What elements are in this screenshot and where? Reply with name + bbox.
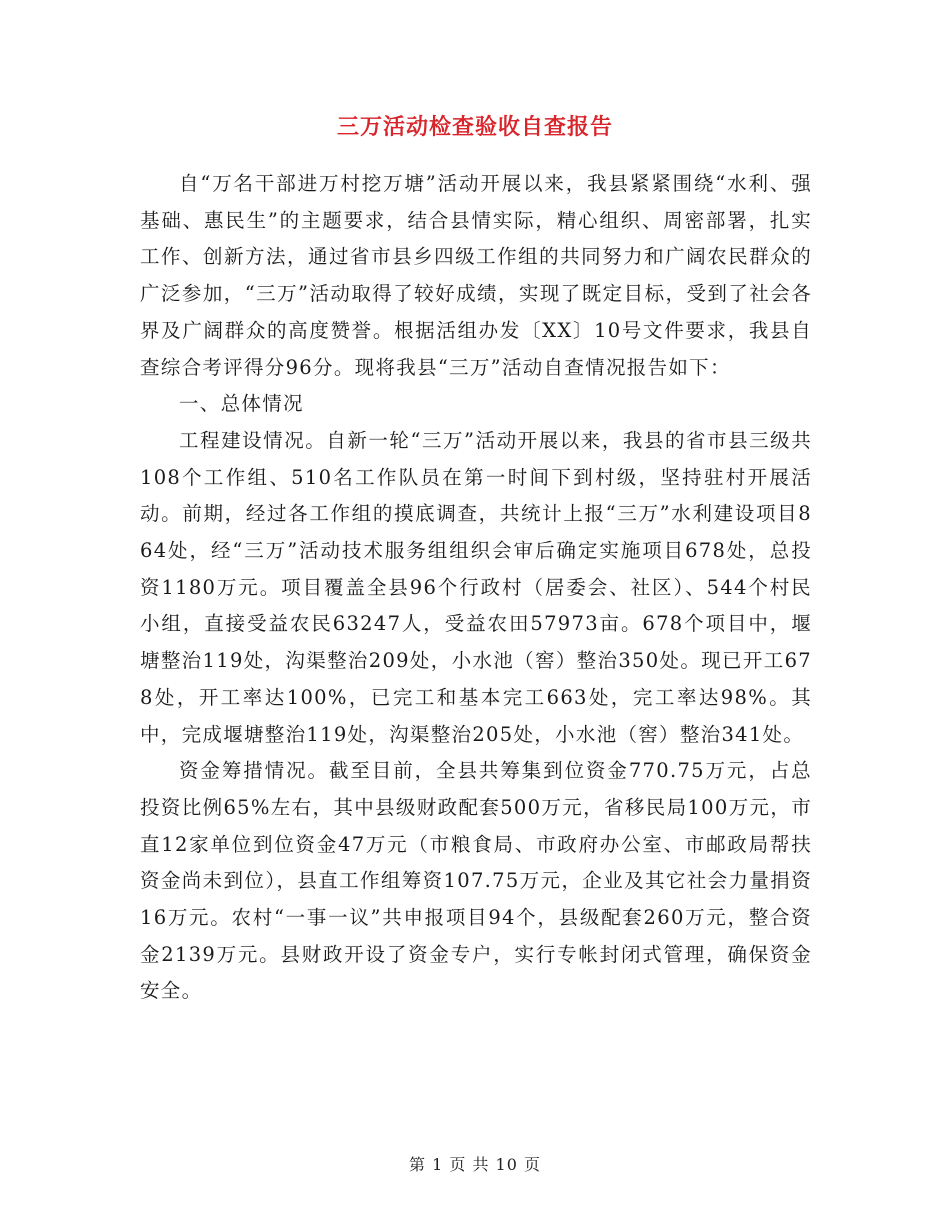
section-heading: 一、总体情况: [179, 392, 304, 416]
intro-paragraph: 自“万名干部进万村挖万塘”活动开展以来，我县紧紧围绕“水利、强基础、惠民生”的主题要求，结合县情实际，精心组织、周密部署，扎实工作、创新方法，通过省市县乡四级工作组的共同努力和广阔农民群众的广泛参加，“三万”活动取得了较好成绩，实现了既定目标，受到了社会各界及广阔群众的高度赞誉。根据活组办发〔XX〕10号文件要求，我县自查综合考评得分96分。现将我县“三万”活动自查情况报告如下：: [140, 172, 812, 379]
funding-paragraph: 资金筹措情况。截至目前，全县共筹集到位资金770.75万元，占总投资比例65%左右，其中县级财政配套500万元，省移民局100万元，市直12家单位到位资金47万元（市粮食局、市政府办公室、市邮政局帮扶资金尚未到位），县直工作组筹资107.75万元，企业及其它社会力量捐资16万元。农村“一事一议”共申报项目94个，县级配套260万元，整合资金2139万元。县财政开设了资金专户，实行专帐封闭式管理，确保资金安全。: [140, 759, 812, 1003]
document-title: 三万活动检查验收自查报告: [336, 114, 613, 140]
page-number-footer: 第 1 页 共 10 页: [409, 1155, 541, 1174]
document-body: [140, 166, 812, 1010]
construction-paragraph: 工程建设情况。自新一轮“三万”活动开展以来，我县的省市县三级共108个工作组、510名工作队员在第一时间下到村级，坚持驻村开展活动。前期，经过各工作组的摸底调查，共统计上报“三万”水利建设项目864处，经“三万”活动技术服务组组织会审后确定实施项目678处，总投资1180万元。项目覆盖全县96个行政村（居委会、社区）、544个村民小组，直接受益农民63247人，受益农田57973亩。678个项目中，堰塘整治119处，沟渠整治209处，小水池（窖）整治350处。现已开工678处，开工率达100%，已完工和基本完工663处，完工率达98%。其中，完成堰塘整治119处，沟渠整治205处，小水池（窖）整治341处。: [140, 428, 812, 746]
